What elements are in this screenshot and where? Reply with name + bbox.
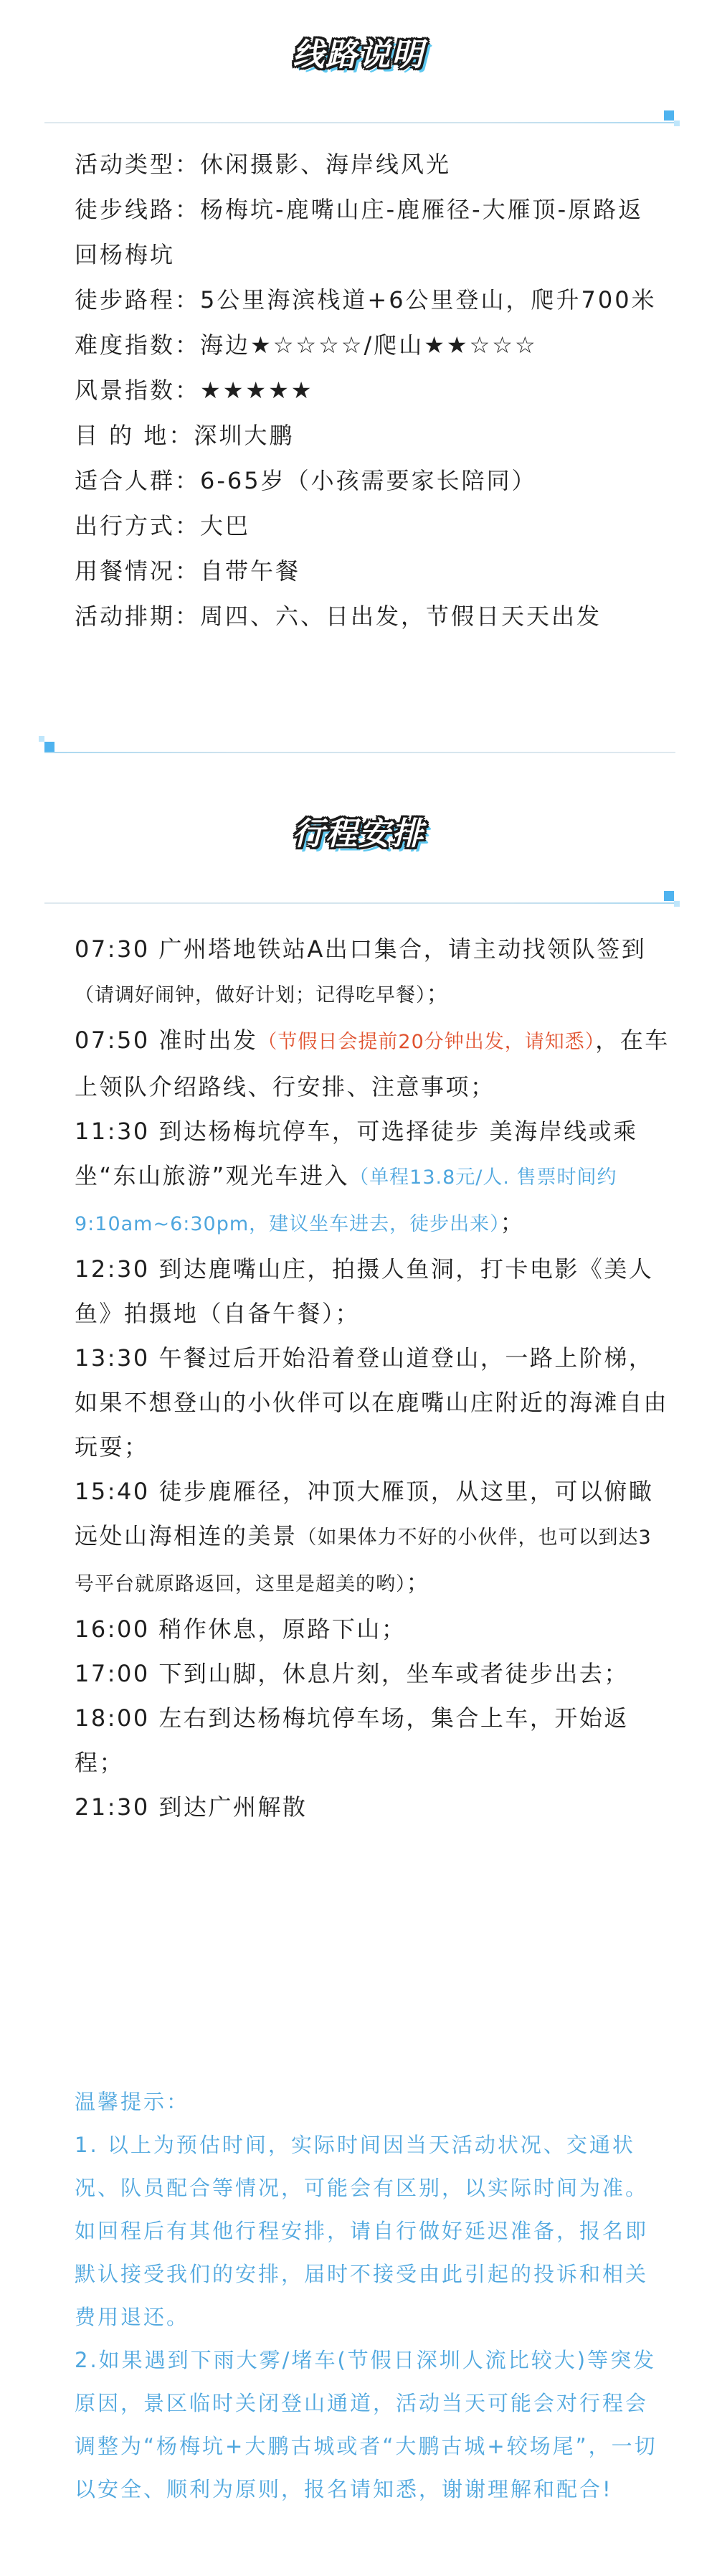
row-difficulty: 难度指数：海边★☆☆☆☆/爬山★★☆☆☆ bbox=[75, 331, 538, 359]
tips-block bbox=[75, 2080, 670, 2511]
row-transport: 出行方式：大巴 bbox=[75, 512, 251, 539]
tip-item: 2.如果遇到下雨大雾/堵车(节假日深圳人流比较大)等突发原因，景区临时关闭登山通道，活动当天可能会对行程会调整为“杨梅坑+大鹏古城或者“大鹏古城+较场尾”，一切以安全、顺利为原则，报名请知悉，谢谢理解和配合! bbox=[75, 2348, 657, 2501]
top-divider bbox=[44, 122, 675, 123]
row-scenery: 风景指数：★★★★★ bbox=[75, 377, 314, 404]
row-destination: 目 的 地：深圳大鹏 bbox=[75, 422, 295, 449]
row-hike-route: 徒步线路：杨梅坑-鹿嘴山庄-鹿雁径-大雁顶-原路返回杨梅坑 bbox=[75, 196, 644, 268]
row-meals: 用餐情况：自带午餐 bbox=[75, 557, 301, 585]
schedule-item: 17:00 下到山脚，休息片刻，坐车或者徒步出去； bbox=[75, 1660, 629, 1687]
row-schedule: 活动排期：周四、六、日出发，节假日天天出发 bbox=[75, 603, 602, 630]
tip-item: 1. 以上为预估时间，实际时间因当天活动状况、交通状况、队员配合等情况，可能会有区别，以实际时间为准。如回程后有其他行程安排，请自行做好延迟准备，报名即默认接受我们的安排，届时不接受由此引起的投诉和相关费用退还。 bbox=[75, 2133, 649, 2329]
schedule-item: 18:00 左右到达杨梅坑停车场，集合上车，开始返程； bbox=[75, 1704, 629, 1776]
route-details bbox=[75, 142, 663, 639]
schedule-item: 11:30 到达杨梅坑停车，可选择徒步 美海岸线或乘坐“东山旅游”观光车进入（单程13.8元/人. 售票时间约9:10am~6:30pm，建议坐车进去，徒步出来）； bbox=[75, 1118, 638, 1236]
route-section-title: 线路说明 bbox=[293, 37, 424, 73]
schedule-list bbox=[75, 927, 670, 1829]
schedule-item: 13:30 午餐过后开始沿着登山道登山，一路上阶梯，如果不想登山的小伙伴可以在鹿嘴山庄附近的海滩自由玩耍； bbox=[75, 1344, 669, 1461]
corner-square-small bbox=[39, 736, 44, 742]
bottom-divider bbox=[44, 752, 675, 753]
row-hike-distance: 徒步路程：5公里海滨栈道+6公里登山，爬升700米 bbox=[75, 286, 657, 313]
schedule-item: 15:40 徒步鹿雁径，冲顶大雁顶，从这里，可以俯瞰远处山海相连的美景（如果体力不好的小伙伴，也可以到达3号平台就原路返回，这里是超美的哟）； bbox=[75, 1478, 654, 1596]
corner-square bbox=[664, 891, 674, 901]
row-activity-type: 活动类型：休闲摄影、海岸线风光 bbox=[75, 151, 452, 178]
schedule-item: 07:30 广州塔地铁站A出口集合，请主动找领队签到（请调好闹钟，做好计划；记得吃早餐）； bbox=[75, 935, 647, 1007]
schedule-section-title: 行程安排 bbox=[293, 816, 424, 852]
schedule-item: 16:00 稍作休息，原路下山； bbox=[75, 1615, 407, 1643]
schedule-item: 07:50 准时出发（节假日会提前20分钟出发，请知悉），在车上领队介绍路线、行安排、注意事项； bbox=[75, 1027, 670, 1100]
schedule-item: 12:30 到达鹿嘴山庄，拍摄人鱼洞，打卡电影《美人鱼》拍摄地（自备午餐）； bbox=[75, 1255, 654, 1327]
row-audience: 适合人群：6-65岁（小孩需要家长陪同） bbox=[75, 467, 537, 494]
corner-square bbox=[664, 110, 674, 121]
corner-square bbox=[44, 742, 54, 752]
schedule-item: 21:30 到达广州解散 bbox=[75, 1793, 308, 1821]
tips-heading: 温馨提示： bbox=[75, 2090, 190, 2114]
top-divider bbox=[44, 902, 675, 904]
corner-square-small bbox=[674, 901, 680, 907]
corner-square-small bbox=[674, 121, 680, 126]
